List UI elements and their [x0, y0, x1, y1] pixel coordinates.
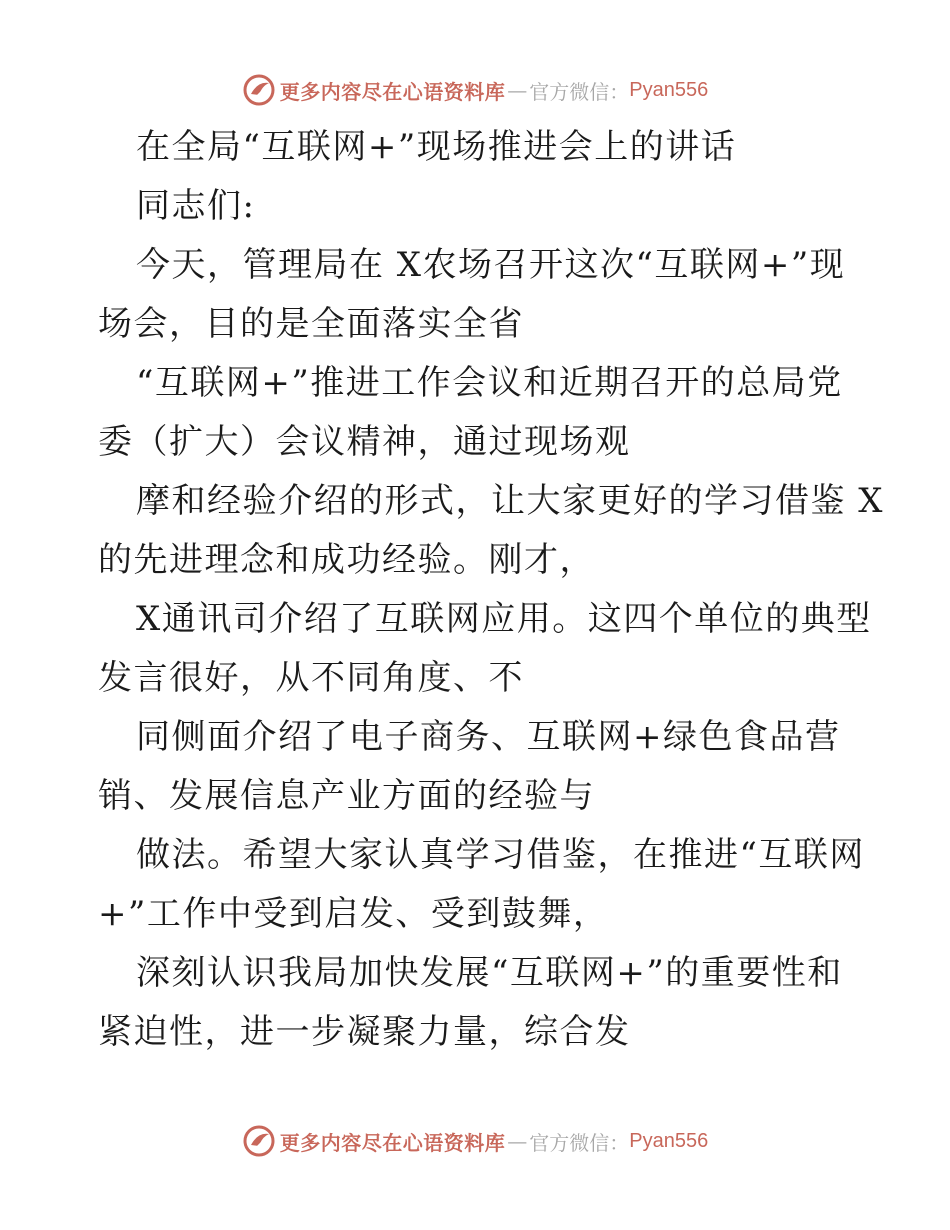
- brand-logo-icon: [242, 1124, 276, 1158]
- banner-contact-label: 官方微信：: [529, 1130, 630, 1155]
- paragraph-line: 同侧面介绍了电子商务、互联网+绿色食品营: [136, 717, 841, 757]
- banner-slogan: 更多内容尽在心语资料库: [279, 1130, 506, 1155]
- paragraph-line: 的先进理念和成功经验。刚才，: [98, 540, 595, 580]
- footer-watermark-banner: [0, 1121, 950, 1161]
- banner-separator: —: [507, 78, 528, 102]
- salutation-line: 同志们:: [136, 186, 256, 226]
- paragraph-line: 今天，管理局在 X农场召开这次“互联网+”现: [136, 245, 846, 285]
- paragraph-line: 深刻认识我局加快发展“互联网+”的重要性和: [136, 953, 843, 993]
- brand-logo-icon: [242, 73, 276, 107]
- paragraph-line: “互联网+”推进工作会议和近期召开的总局党: [136, 363, 843, 403]
- header-watermark-banner: [0, 70, 950, 110]
- paragraph-line: 发言很好，从不同角度、不: [98, 658, 524, 698]
- document-body: [98, 118, 885, 1062]
- banner-contact-label: 官方微信：: [529, 79, 630, 104]
- paragraph-line: 紧迫性，进一步凝聚力量，综合发: [98, 1012, 631, 1052]
- banner-slogan: 更多内容尽在心语资料库: [279, 79, 506, 104]
- paragraph-line: 销、发展信息产业方面的经验与: [98, 776, 595, 816]
- paragraph-line: 做法。希望大家认真学习借鉴，在推进“互联网: [136, 835, 865, 875]
- banner-contact-id: Pyan556: [629, 78, 709, 101]
- document-title: 在全局“互联网+”现场推进会上的讲话: [136, 127, 737, 167]
- paragraph-line: 摩和经验介绍的形式，让大家更好的学习借鉴 X: [136, 481, 885, 521]
- banner-separator: —: [507, 1129, 528, 1153]
- paragraph-line: 委（扩大）会议精神，通过现场观: [98, 422, 631, 462]
- paragraph-line: X通讯司介绍了互联网应用。这四个单位的典型: [136, 599, 872, 639]
- paragraph-line: +”工作中受到启发、受到鼓舞，: [98, 894, 609, 934]
- banner-contact-id: Pyan556: [629, 1129, 709, 1152]
- paragraph-line: 场会，目的是全面落实全省: [98, 304, 524, 344]
